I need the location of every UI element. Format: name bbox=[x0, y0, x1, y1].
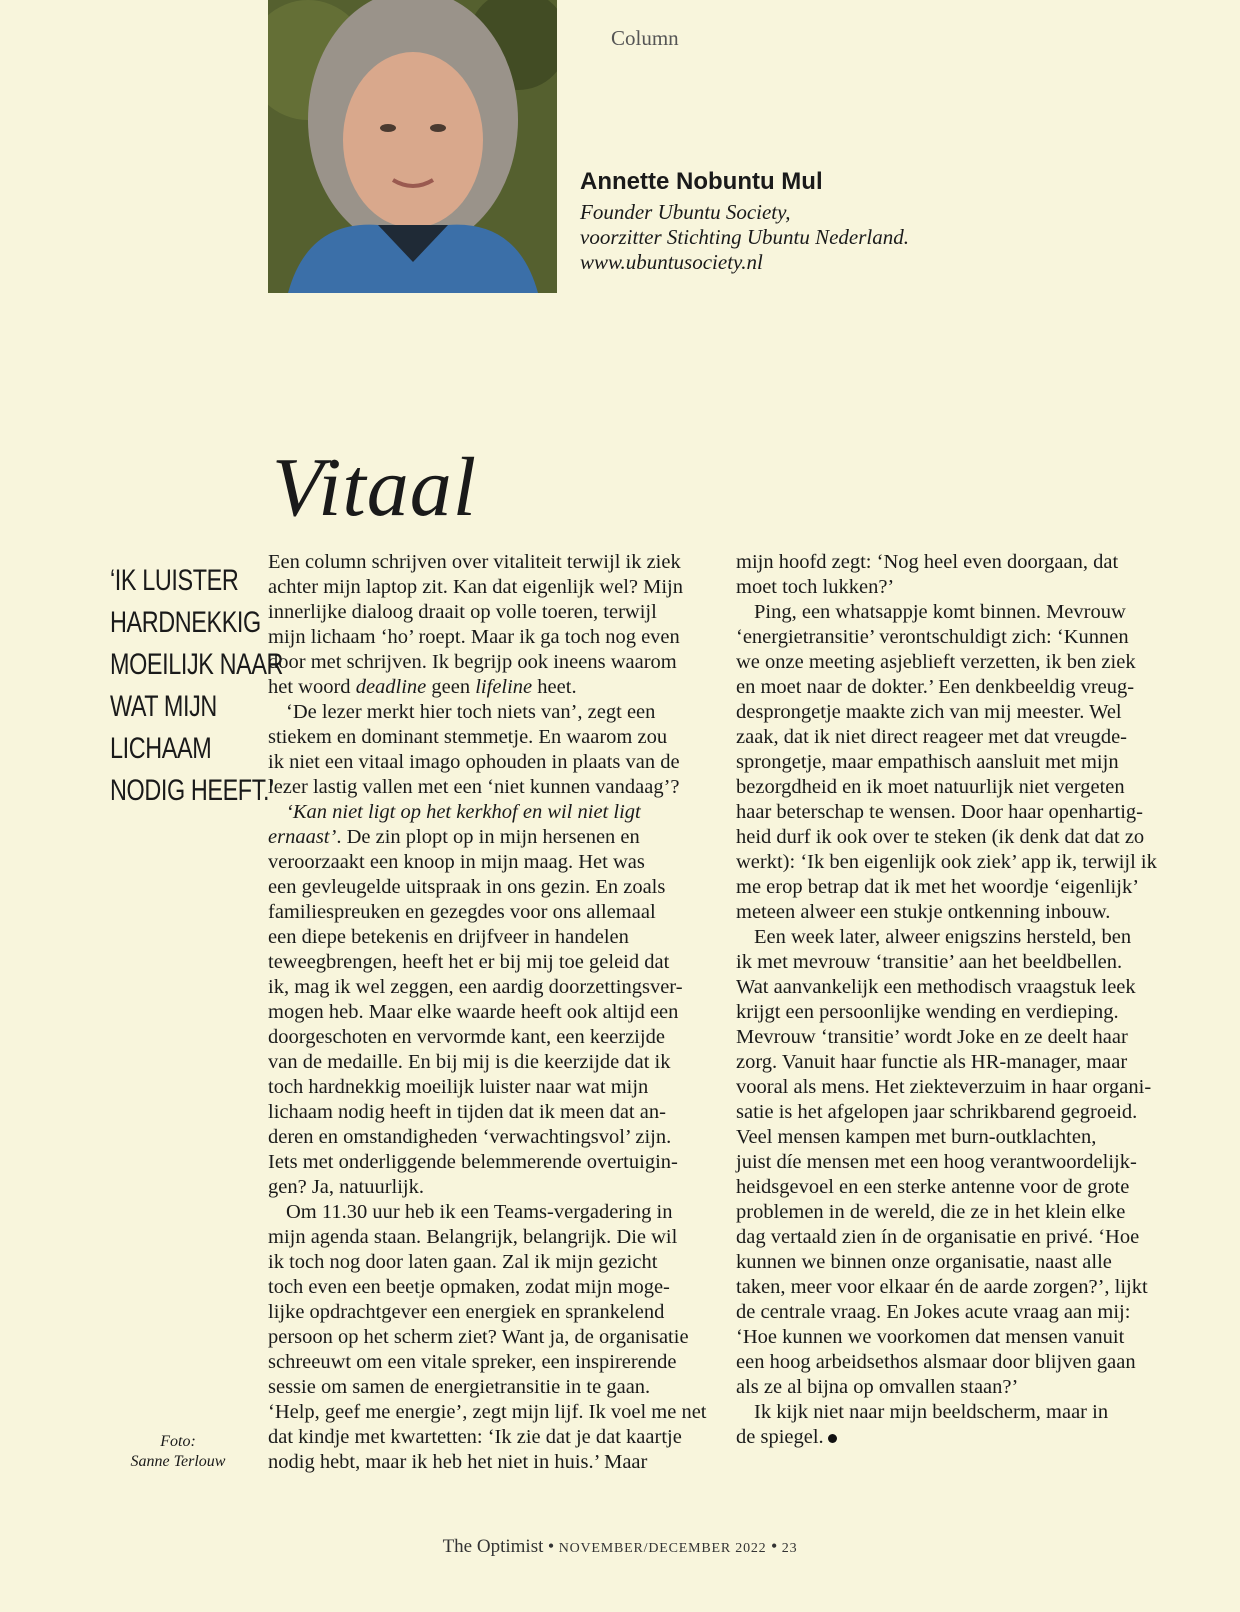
text-line: juist díe mensen met een hoog verantwoordelijk- bbox=[736, 1151, 1137, 1173]
text-line: innerlijke dialoog draait op volle toeren, terwijl bbox=[268, 601, 657, 623]
text-line: dag vertaald zien ín de organisatie en privé. ‘Hoe bbox=[736, 1226, 1140, 1248]
text-line: achter mijn laptop zit. Kan dat eigenlijk wel? Mijn bbox=[268, 576, 684, 598]
text-line: mogen heb. Maar elke waarde heeft ook altijd een bbox=[268, 1001, 679, 1023]
text-line: van de medaille. En bij mij is die keerzijde dat ik bbox=[268, 1051, 671, 1073]
emphasis-lifeline: lifeline bbox=[475, 676, 533, 698]
text-line: Ik kijk niet naar mijn beeldscherm, maar in bbox=[754, 1401, 1109, 1423]
text-line: Veel mensen kampen met burn-outklachten, bbox=[736, 1126, 1097, 1148]
text-line: teweegbrengen, heeft het er bij mij toe geleid dat bbox=[268, 951, 670, 973]
text-line: deren en omstandigheden ‘verwachtingsvol’ zijn. bbox=[268, 1126, 672, 1148]
text-segment: . De zin plopt op in mijn hersenen en bbox=[336, 826, 640, 848]
magazine-name: The Optimist bbox=[442, 1536, 544, 1557]
text-line: bezorgdheid en ik moet natuurlijk niet vergeten bbox=[736, 776, 1125, 798]
text-line: Een column schrijven over vitaliteit terwijl ik ziek bbox=[268, 551, 681, 573]
text-line: ik toch nog door laten gaan. Zal ik mijn gezicht bbox=[268, 1251, 658, 1273]
text-line: me erop betrap dat ik met het woordje ‘eigenlijk’ bbox=[736, 876, 1140, 898]
text-line: taken, meer voor elkaar én de aarde zorgen?’, lijkt bbox=[736, 1276, 1148, 1298]
text-line: nodig hebt, maar ik heb het niet in huis.’ Maar bbox=[268, 1451, 648, 1473]
article-column-2 bbox=[736, 550, 1176, 1450]
text-line: meteen alweer een stukje ontkenning inbouw. bbox=[736, 901, 1111, 923]
text-line: als ze al bijna op omvallen staan?’ bbox=[736, 1376, 1019, 1398]
text-line: een gevleugelde uitspraak in ons gezin. En zoals bbox=[268, 876, 666, 898]
text-line: ik met mevrouw ‘transitie’ aan het beeldbellen. bbox=[736, 951, 1123, 973]
text-line: persoon op het scherm ziet? Want ja, de organisatie bbox=[268, 1326, 689, 1348]
photo-credit-name: Sanne Terlouw bbox=[130, 1453, 226, 1470]
text-line: haar beterschap te wensen. Door haar openhartig- bbox=[736, 801, 1143, 823]
text-line: een hoog arbeidsethos alsmaar door blijven gaan bbox=[736, 1351, 1136, 1373]
text-line: Iets met onderliggende belemmerende overtuigin- bbox=[268, 1151, 678, 1173]
author-role: Founder Ubuntu Society, bbox=[580, 200, 791, 224]
text-line: satie is het afgelopen jaar schrikbarend gegroeid. bbox=[736, 1101, 1138, 1123]
text-segment: heet. bbox=[532, 676, 577, 698]
text-line: Wat aanvankelijk een methodisch vraagstuk leek bbox=[736, 976, 1136, 998]
text-line: krijgt een persoonlijke wending en verdieping. bbox=[736, 1001, 1119, 1023]
page-number: 23 bbox=[781, 1541, 798, 1556]
emphasis-quote: ernaast’ bbox=[268, 826, 337, 848]
footer-separator: • bbox=[770, 1536, 778, 1556]
text-line: zorg. Vanuit haar functie als HR-manager, maar bbox=[736, 1051, 1128, 1073]
article-column-1 bbox=[268, 550, 713, 1475]
text-line: problemen in de wereld, die ze in het klein elke bbox=[736, 1201, 1126, 1223]
text-line: ‘Kan niet ligt op het kerkhof en wil niet ligt bbox=[286, 801, 641, 823]
text-line: Mevrouw ‘transitie’ wordt Joke en ze deelt haar bbox=[736, 1026, 1128, 1048]
text-line: Om 11.30 uur heb ik een Teams-vergadering in bbox=[286, 1201, 673, 1223]
text-line: gen? Ja, natuurlijk. bbox=[268, 1176, 424, 1198]
text-line: mijn lichaam ‘ho’ roept. Maar ik ga toch nog even bbox=[268, 626, 680, 648]
author-portrait-image bbox=[268, 0, 557, 293]
text-line: schreeuwt om een vitale spreker, een inspirerende bbox=[268, 1351, 677, 1373]
text-line: de centrale vraag. En Jokes acute vraag aan mij: bbox=[736, 1301, 1131, 1323]
author-role: voorzitter Stichting Ubuntu Nederland. bbox=[580, 225, 909, 249]
text-line: heid durf ik ook over te steken (ik denk dat dat zo bbox=[736, 826, 1145, 848]
text-line bbox=[736, 1425, 1176, 1450]
text-line: doorgeschoten en vervormde kant, een keerzijde bbox=[268, 1026, 665, 1048]
pull-quote-line: HARDNEKKIG bbox=[110, 606, 261, 639]
text-line: lichaam nodig heeft in tijden dat ik meen dat an- bbox=[268, 1101, 666, 1123]
text-line: heidsgevoel en een sterke antenne voor de grote bbox=[736, 1176, 1130, 1198]
text-line: ik niet een vitaal imago ophouden in plaats van de bbox=[268, 751, 680, 773]
pull-quote-line: NODIG HEEFT.’ bbox=[110, 774, 274, 807]
text-line: moet toch lukken?’ bbox=[736, 576, 895, 598]
text-line: vooral als mens. Het ziekteverzuim in haar organi- bbox=[736, 1076, 1152, 1098]
text-line: dat kindje met kwartetten: ‘Ik zie dat je dat kaartje bbox=[268, 1426, 682, 1448]
text-line: desprongetje maakte zich van mij meester. Wel bbox=[736, 701, 1122, 723]
text-line: ‘De lezer merkt hier toch niets van’, zegt een bbox=[286, 701, 656, 723]
text-line: door met schrijven. Ik begrijp ook ineens waarom bbox=[268, 651, 677, 673]
author-photo bbox=[268, 0, 557, 293]
text-line: toch hardnekkig moeilijk luister naar wat mijn bbox=[268, 1076, 649, 1098]
text-line: zaak, dat ik niet direct reageer met dat vreugde- bbox=[736, 726, 1128, 748]
text-segment: het woord bbox=[268, 676, 356, 698]
text-line: ‘Hoe kunnen we voorkomen dat mensen vanuit bbox=[736, 1326, 1125, 1348]
photo-credit bbox=[118, 1432, 238, 1472]
text-line: toch even een beetje opmaken, zodat mijn moge- bbox=[268, 1276, 670, 1298]
end-of-article-dot bbox=[828, 1434, 837, 1443]
text-line: en moet naar de dokter.’ Een denkbeeldig vreug- bbox=[736, 676, 1135, 698]
text-line: Een week later, alweer enigszins hersteld, ben bbox=[754, 926, 1132, 948]
pull-quote bbox=[110, 560, 284, 812]
text-line: familiespreuken en gezegdes voor ons allemaal bbox=[268, 901, 656, 923]
text-line: ‘energietransitie’ verontschuldigt zich: ‘Kunnen bbox=[736, 626, 1129, 648]
emphasis-deadline: deadline bbox=[355, 676, 427, 698]
text-line: een diepe betekenis en drijfveer in handelen bbox=[268, 926, 629, 948]
text-line: lijke opdrachtgever een energiek en sprankelend bbox=[268, 1301, 665, 1323]
text-line: stiekem en dominant stemmetje. En waarom zou bbox=[268, 726, 668, 748]
text-line bbox=[268, 675, 713, 700]
text-line bbox=[268, 825, 713, 850]
pull-quote-line: ‘IK LUISTER bbox=[110, 564, 239, 597]
text-line: ‘Help, geef me energie’, zegt mijn lijf. Ik voel me net bbox=[268, 1401, 707, 1423]
text-line: mijn agenda staan. Belangrijk, belangrijk. Die wil bbox=[268, 1226, 678, 1248]
text-line: we onze meeting asjeblieft verzetten, ik ben ziek bbox=[736, 651, 1136, 673]
pull-quote-line: LICHAAM bbox=[110, 732, 212, 765]
author-name: Annette Nobuntu Mul bbox=[580, 168, 823, 195]
text-line: Ping, een whatsappje komt binnen. Mevrouw bbox=[754, 601, 1126, 623]
section-label: Column bbox=[611, 26, 679, 50]
issue-date: NOVEMBER/DECEMBER 2022 bbox=[558, 1541, 767, 1556]
article-title: Vitaal bbox=[272, 441, 478, 534]
author-block bbox=[580, 168, 909, 275]
text-segment: geen bbox=[426, 676, 476, 698]
text-segment: de spiegel. bbox=[736, 1426, 824, 1448]
page-footer bbox=[0, 1536, 1240, 1558]
footer-separator: • bbox=[547, 1536, 555, 1556]
author-website-link[interactable]: www.ubuntusociety.nl bbox=[580, 250, 763, 274]
text-line: sprongetje, maar empathisch aansluit met mijn bbox=[736, 751, 1119, 773]
pull-quote-line: WAT MIJN bbox=[110, 690, 217, 723]
text-line: veroorzaakt een knoop in mijn maag. Het was bbox=[268, 851, 645, 873]
photo-credit-label: Foto: bbox=[160, 1433, 196, 1450]
text-line: lezer lastig vallen met een ‘niet kunnen vandaag’? bbox=[268, 776, 680, 798]
text-line: kunnen we binnen onze organisatie, naast alle bbox=[736, 1251, 1112, 1273]
pull-quote-line: MOEILIJK NAAR bbox=[110, 648, 284, 681]
text-line: ik, mag ik wel zeggen, een aardig doorzettingsver- bbox=[268, 976, 683, 998]
text-line: mijn hoofd zegt: ‘Nog heel even doorgaan, dat bbox=[736, 551, 1119, 573]
text-line: sessie om samen de energietransitie in te gaan. bbox=[268, 1376, 651, 1398]
text-line: werkt): ‘Ik ben eigenlijk ook ziek’ app ik, terwijl ik bbox=[736, 851, 1157, 873]
